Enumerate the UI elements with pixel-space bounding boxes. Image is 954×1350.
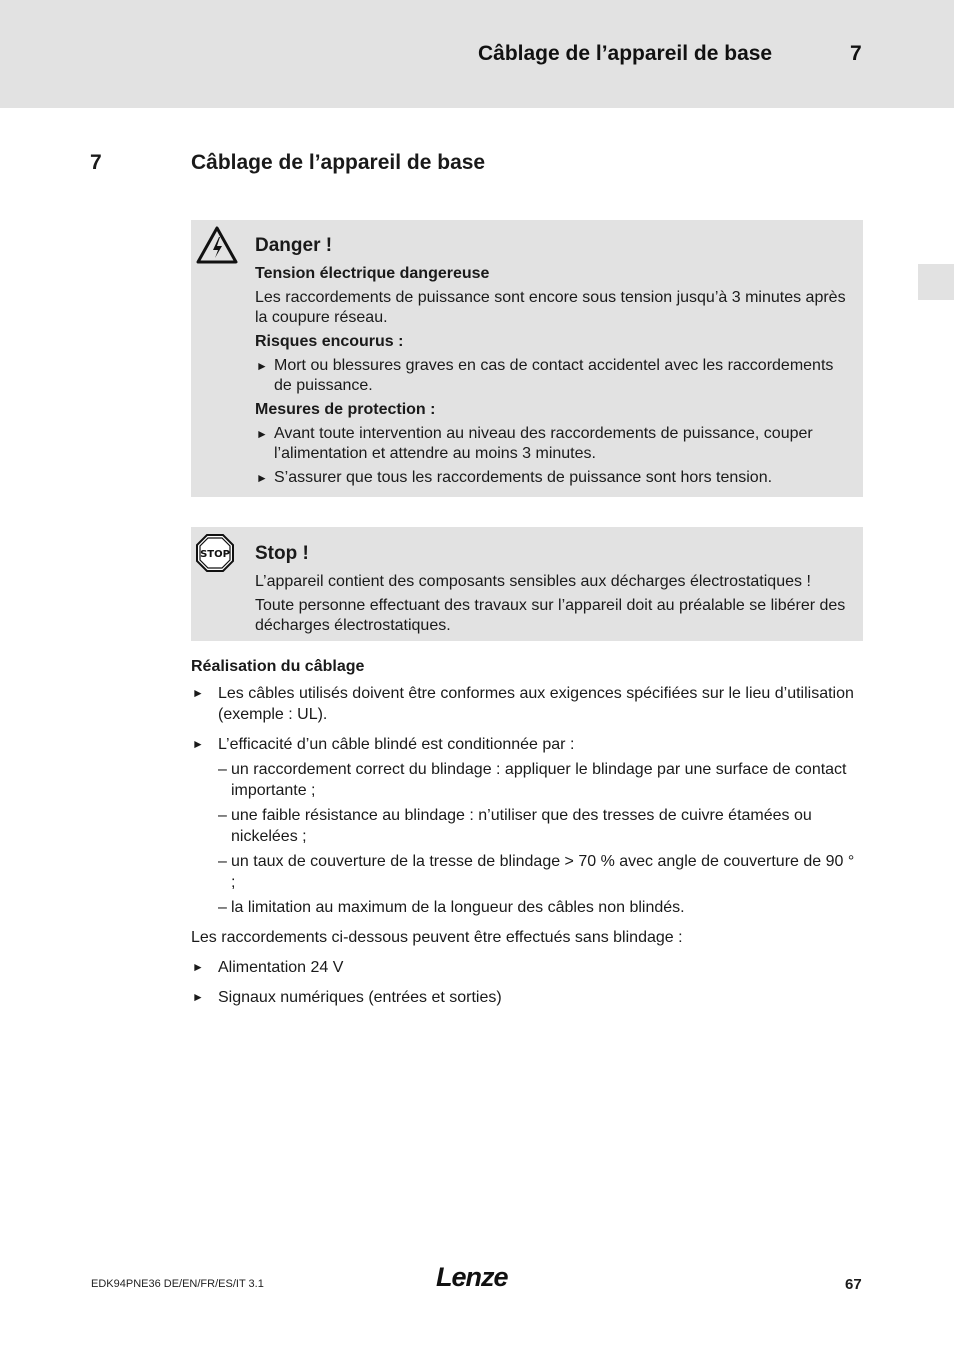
arrow-bullet-icon: ►	[192, 960, 204, 974]
stop-text-1: L’appareil contient des composants sensibles aux décharges électrostatiques !	[255, 573, 811, 590]
danger-notice	[191, 220, 863, 497]
arrow-bullet-icon: ►	[192, 686, 204, 700]
measure-item: ► S’assurer que tous les raccordements de puissance sont hors tension.	[256, 469, 773, 486]
page-number: 67	[845, 1276, 862, 1293]
danger-heading: Danger !	[255, 235, 333, 256]
list-item: ► Alimentation 24 V	[192, 959, 344, 976]
risk-item: ► Mort ou blessures graves en cas de contact accidentel avec les raccordements de puissance.	[256, 357, 834, 394]
danger-subtitle: Tension électrique dangereuse	[255, 265, 490, 282]
document-id: EDK94PNE36 DE/EN/FR/ES/IT 3.1	[91, 1278, 264, 1290]
wiring-heading: Réalisation du câblage	[191, 658, 365, 675]
sub-list-item: – un taux de couverture de la tresse de blindage > 70 % avec angle de couverture de 90 ° ;	[218, 853, 855, 891]
running-header-chapter: 7	[850, 42, 862, 65]
danger-text: Les raccordements de puissance sont encore sous tension jusqu’à 3 minutes après la coupure réseau.	[255, 289, 846, 326]
running-header-title: Câblage de l’appareil de base	[478, 42, 773, 65]
list-item: ► L’efficacité d’un câble blindé est conditionnée par : – un raccordement correct du blindage : appliquer le blindage par une surface de contact importante ; – une faible résistance au blindage : n’utiliser que des tresses de cuivre étamées ou nickelées ; – un taux de couverture de la tresse de blindage > 70 % avec angle de couverture de 90 ° ; – la limitation au maximum de la longueur des câbles non blindés.	[191, 734, 863, 918]
lenze-logo: Lenze	[436, 1262, 508, 1292]
arrow-bullet-icon: ►	[256, 471, 268, 485]
measures-label: Mesures de protection :	[255, 401, 436, 418]
risks-label: Risques encourus :	[255, 333, 404, 350]
stop-sign-label: STOP	[200, 549, 230, 560]
sub-list-item: – la limitation au maximum de la longueur des câbles non blindés.	[218, 899, 685, 916]
sub-list-item: – un raccordement correct du blindage : appliquer le blindage par une surface de contact importante ;	[218, 761, 847, 799]
measure-item: ► Avant toute intervention au niveau des raccordements de puissance, couper l’alimentation et attendre au moins 3 minutes.	[256, 425, 813, 462]
high-voltage-warning-icon	[195, 225, 239, 270]
section-title: Câblage de l’appareil de base	[191, 151, 486, 174]
sub-list-item: – une faible résistance au blindage : n’utiliser que des tresses de cuivre étamées ou nickelées ;	[218, 807, 812, 845]
stop-sign-icon	[195, 533, 235, 578]
header-band	[0, 0, 954, 108]
wiring-section	[191, 656, 863, 1017]
arrow-bullet-icon: ►	[256, 359, 268, 373]
section-number: 7	[90, 151, 102, 174]
arrow-bullet-icon: ►	[256, 427, 268, 441]
stop-text-2: Toute personne effectuant des travaux sur l’appareil doit au préalable se libérer des décharges électrostatiques.	[255, 597, 846, 634]
arrow-bullet-icon: ►	[192, 737, 204, 751]
stop-notice	[191, 527, 863, 641]
list-item: ► Signaux numériques (entrées et sorties)	[192, 989, 502, 1006]
chapter-side-tab	[918, 264, 954, 300]
stop-heading: Stop !	[255, 543, 309, 564]
list-item: ► Les câbles utilisés doivent être conformes aux exigences spécifiées sur le lieu d’utilisation (exemple : UL).	[192, 685, 854, 723]
unshielded-intro: Les raccordements ci-dessous peuvent être effectués sans blindage :	[191, 929, 683, 946]
arrow-bullet-icon: ►	[192, 990, 204, 1004]
